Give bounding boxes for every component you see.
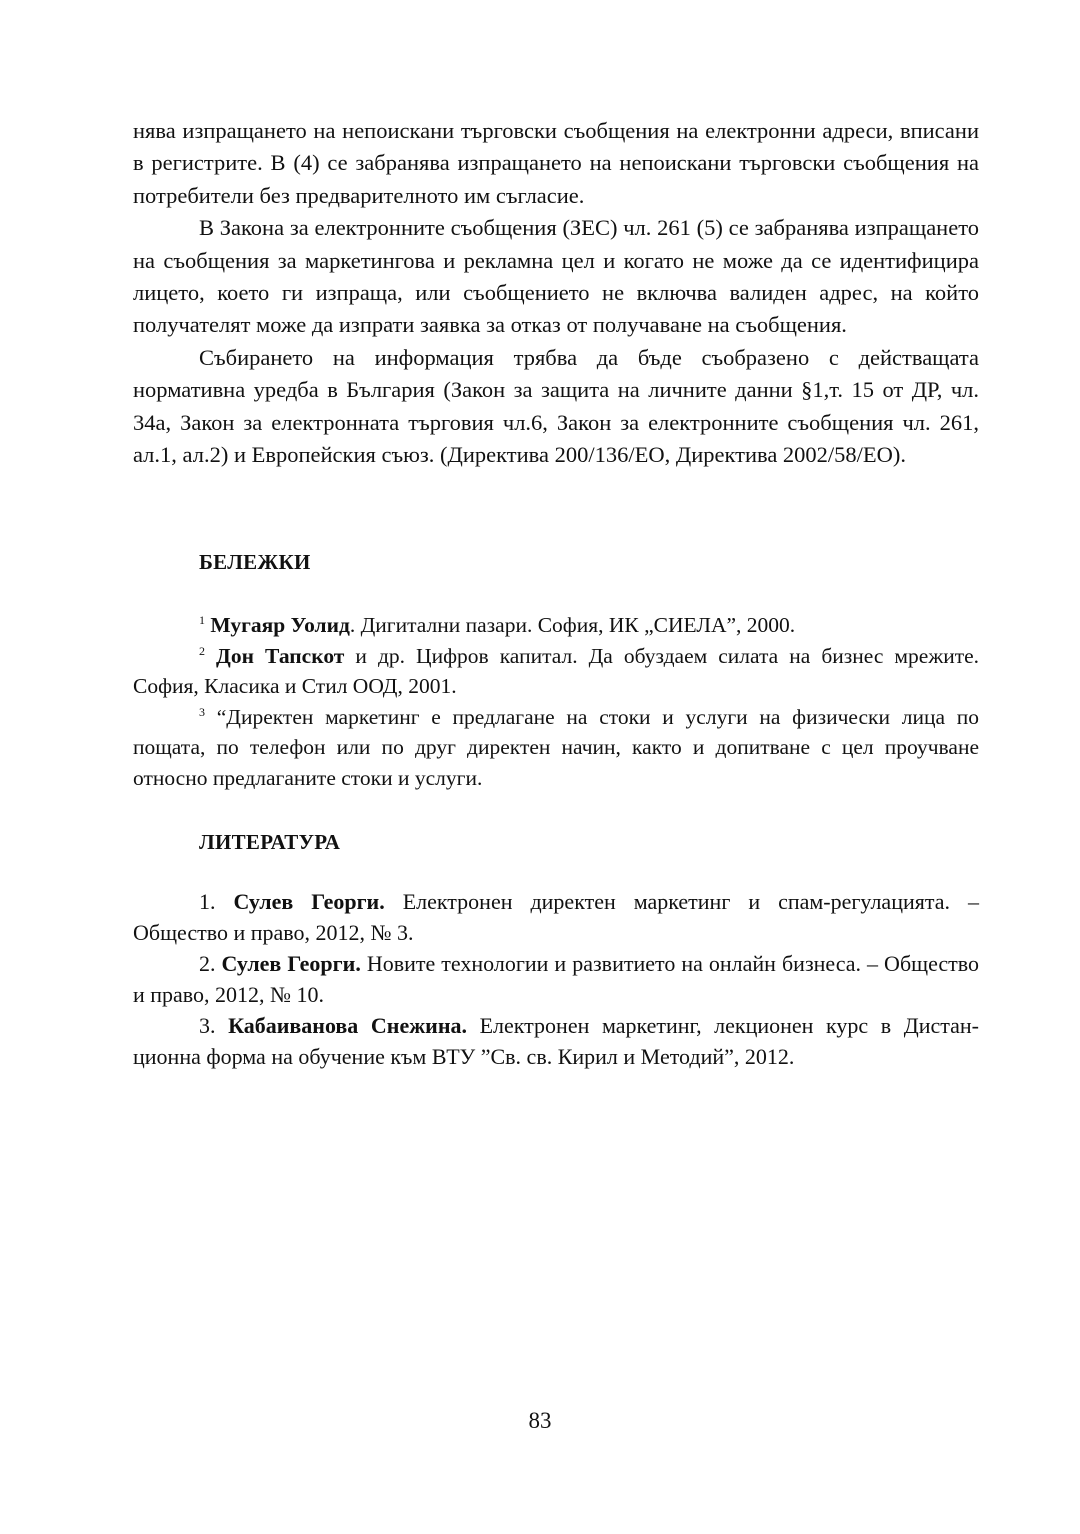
note-text: “Директен маркетинг е предлагане на стоки и услуги на физически лица по пощата, по телефон или по друг директен начин, както и допитване с цел проучване относно предлаганите стоки и услуги. — [133, 704, 980, 790]
paragraph-3: Събирането на информация трябва да бъде съобразено с действащата нормативна уредба в България (Закон за защита на личните данни §1,т. 15 от ДР, чл. 34а, Закон за електронната търговия чл.6, Закон за електронните съобщения чл. 261, ал.1, ал.2) и Европейския съюз. (Директива 200/136/ЕО, Директива 2002/58/ЕО). — [133, 344, 979, 468]
note-number: 1 — [199, 613, 205, 627]
literature-text: Електронен директен маркетинг и спам-регулацията. – Общество и право, 2012, № 3. — [133, 889, 979, 945]
literature-text: Електронен маркетинг, лекционен курс в Дистанционна форма на обучение към ВТУ ”Св. св. Кирил и Методий”, 2012. — [133, 1013, 979, 1069]
literature-item — [133, 1010, 979, 1072]
note-text: и др. Цифров капитал. Да обуздаем силата на бизнес мрежите. София, Класика и Стил ООД, 2001. — [133, 643, 980, 698]
literature-number: 3. — [199, 1013, 229, 1038]
notes-heading: БЕЛЕЖКИ — [199, 550, 311, 574]
note-item — [133, 702, 979, 794]
note-item — [133, 610, 979, 641]
note-author: Мугаяр Уолид — [210, 613, 350, 637]
body-text — [133, 115, 979, 471]
literature-number: 2. — [199, 951, 222, 976]
note-number: 2 — [199, 643, 205, 658]
paragraph-2: В Закона за електронните съобщения (ЗЕС) чл. 261 (5) се забранява изпращането на съобщения за маркетингова и рекламна цел и когато не може да се идентифицира лицето, което ги изпраща, или съобщението не включва валиден адрес, на който получателят може да изпрати заявка за отказ от получаване на съобщения. — [133, 215, 979, 338]
note-text: . Дигитални пазари. София, ИК „СИЕЛА”, 2000. — [349, 613, 796, 637]
literature-author: Сулев Георги. — [221, 951, 361, 976]
literature-text: Новите технологии и развитието на онлайн бизнеса. – Общество и право, 2012, № 10. — [133, 951, 980, 1007]
literature-number: 1. — [199, 889, 234, 914]
note-number: 3 — [199, 704, 205, 719]
literature-heading: ЛИТЕРАТУРА — [199, 830, 341, 854]
literature-item — [133, 886, 979, 948]
literature-author: Кабаиванова Снежина. — [228, 1013, 468, 1038]
notes-list — [133, 610, 979, 793]
literature-list — [133, 886, 979, 1072]
literature-author: Сулев Георги. — [233, 889, 385, 914]
note-author: Дон Тапскот — [216, 643, 345, 668]
literature-item — [133, 948, 979, 1010]
note-item — [133, 641, 979, 702]
paragraph-1: нява изпращането на непоискани търговски съобщения на електронни адреси, вписани в регистрите. В (4) се забранява изпращането на непоискани търговски съобщения на потребители без предварителното им съгласие. — [133, 118, 979, 208]
page-number: 83 — [528, 1408, 552, 1433]
